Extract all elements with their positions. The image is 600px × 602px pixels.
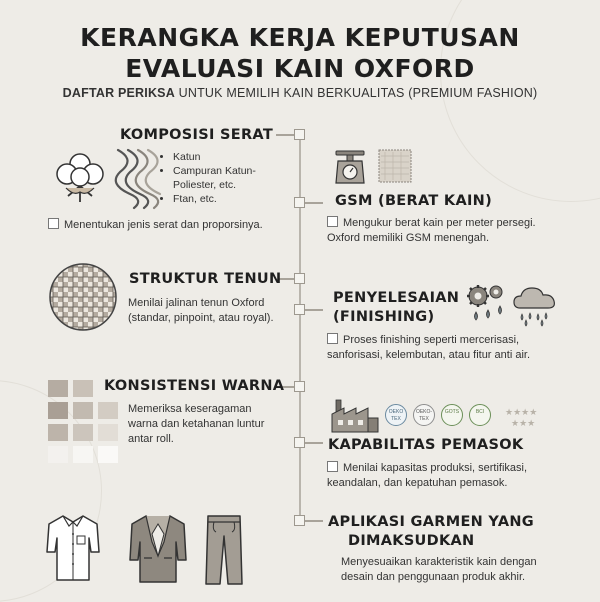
supplier-desc-row <box>327 461 572 491</box>
finishing-title <box>333 289 459 327</box>
timeline-node <box>294 437 305 448</box>
color-swatch <box>48 446 68 463</box>
certification-badge-icon: OEKO TEX <box>385 404 407 426</box>
timeline-tick <box>305 442 323 444</box>
svg-text:★★★: ★★★ <box>511 419 536 429</box>
weave-desc: Menilai jalinan tenun Oxford (standar, pinpoint, atau royal). <box>128 297 274 324</box>
timeline-node <box>294 129 305 140</box>
timeline-node <box>294 273 305 284</box>
gears-droplets-icon <box>464 282 512 326</box>
finishing-title-line-2: (FINISHING) <box>333 309 435 325</box>
factory-icon <box>330 398 380 434</box>
fiber-list-item: • Ftan, etc. <box>173 192 293 206</box>
garment-title-line-1: APLIKASI GARMEN YANG <box>328 514 535 530</box>
color-swatch <box>73 446 93 463</box>
shirt-icon <box>45 512 101 582</box>
garment-title <box>328 513 534 551</box>
color-swatch <box>98 424 118 441</box>
svg-text:★★★★: ★★★★ <box>505 408 538 418</box>
trousers-icon <box>204 514 244 586</box>
certification-badge-icon: OEKO-TEX <box>413 404 435 426</box>
fiber-strands-icon <box>114 148 158 208</box>
cotton-flower-icon <box>52 148 108 204</box>
color-title: KONSISTENSI WARNA <box>104 378 285 394</box>
timeline-tick <box>305 309 323 311</box>
cloud-rain-icon <box>512 284 558 326</box>
blazer-icon <box>128 512 188 584</box>
timeline-node <box>294 304 305 315</box>
certification-badge-icon: BCI <box>469 404 491 426</box>
checkbox[interactable] <box>327 216 338 227</box>
color-swatch <box>98 402 118 419</box>
finishing-title-line-1: PENYELESAIAN <box>333 290 460 306</box>
woven-circle-icon <box>48 262 118 332</box>
garment-desc: Menyesuaikan karakteristik kain dengan desain dan penggunaan produk akhir. <box>341 556 537 583</box>
fiber-desc-row <box>48 218 288 233</box>
supplier-title: KAPABILITAS PEMASOK <box>328 437 524 453</box>
color-swatch <box>48 380 68 397</box>
fabric-swatch-icon <box>377 148 413 184</box>
fiber-list <box>162 150 293 206</box>
fiber-list-item: • Campuran Katun-Poliester, etc. <box>173 164 293 192</box>
supplier-desc: Menilai kapasitas produksi, sertifikasi, keandalan, dan kepatuhan pemasok. <box>327 462 528 489</box>
weave-title: STRUKTUR TENUN <box>129 271 282 287</box>
finishing-desc-row <box>327 333 572 363</box>
checkbox[interactable] <box>48 218 59 229</box>
fiber-desc: Menentukan jenis serat dan proporsinya. <box>64 219 263 231</box>
timeline-node <box>294 515 305 526</box>
subtitle-bold: DAFTAR PERIKSA <box>62 86 175 100</box>
color-swatch <box>98 446 118 463</box>
scale-icon <box>332 145 368 185</box>
timeline-node <box>294 197 305 208</box>
certification-badge-icon: GOTS <box>441 404 463 426</box>
title-line-2: EVALUASI KAIN OXFORD <box>125 54 475 83</box>
timeline-tick <box>276 134 294 136</box>
page-subtitle <box>0 86 600 100</box>
color-swatch <box>48 424 68 441</box>
color-swatch <box>48 402 68 419</box>
color-swatch <box>73 424 93 441</box>
color-swatch <box>73 380 93 397</box>
page-title <box>0 22 600 84</box>
checkbox[interactable] <box>327 461 338 472</box>
garment-title-line-2: DIMAKSUDKAN <box>348 533 475 549</box>
checkbox[interactable] <box>327 333 338 344</box>
timeline-tick <box>305 202 323 204</box>
fiber-title: KOMPOSISI SERAT <box>120 127 274 143</box>
title-line-1: KERANGKA KERJA KEPUTUSAN <box>80 23 520 52</box>
stars-icon <box>505 406 551 428</box>
timeline-tick <box>305 520 323 522</box>
finishing-desc: Proses finishing seperti mercerisasi, sanforisasi, kelembutan, atau fitur anti air. <box>327 334 530 361</box>
color-desc: Memeriksa keseragaman warna dan ketahanan luntur antar roll. <box>128 403 265 445</box>
gsm-title: GSM (BERAT KAIN) <box>335 193 493 209</box>
timeline-node <box>294 381 305 392</box>
color-swatch <box>73 402 93 419</box>
timeline-line <box>299 130 301 525</box>
fiber-list-item: • Katun <box>173 150 293 164</box>
gsm-desc: Mengukur berat kain per meter persegi. Oxford memiliki GSM menengah. <box>327 217 536 244</box>
gsm-desc-row <box>327 216 567 246</box>
subtitle-rest: UNTUK MEMILIH KAIN BERKUALITAS (PREMIUM FASHION) <box>174 86 538 100</box>
